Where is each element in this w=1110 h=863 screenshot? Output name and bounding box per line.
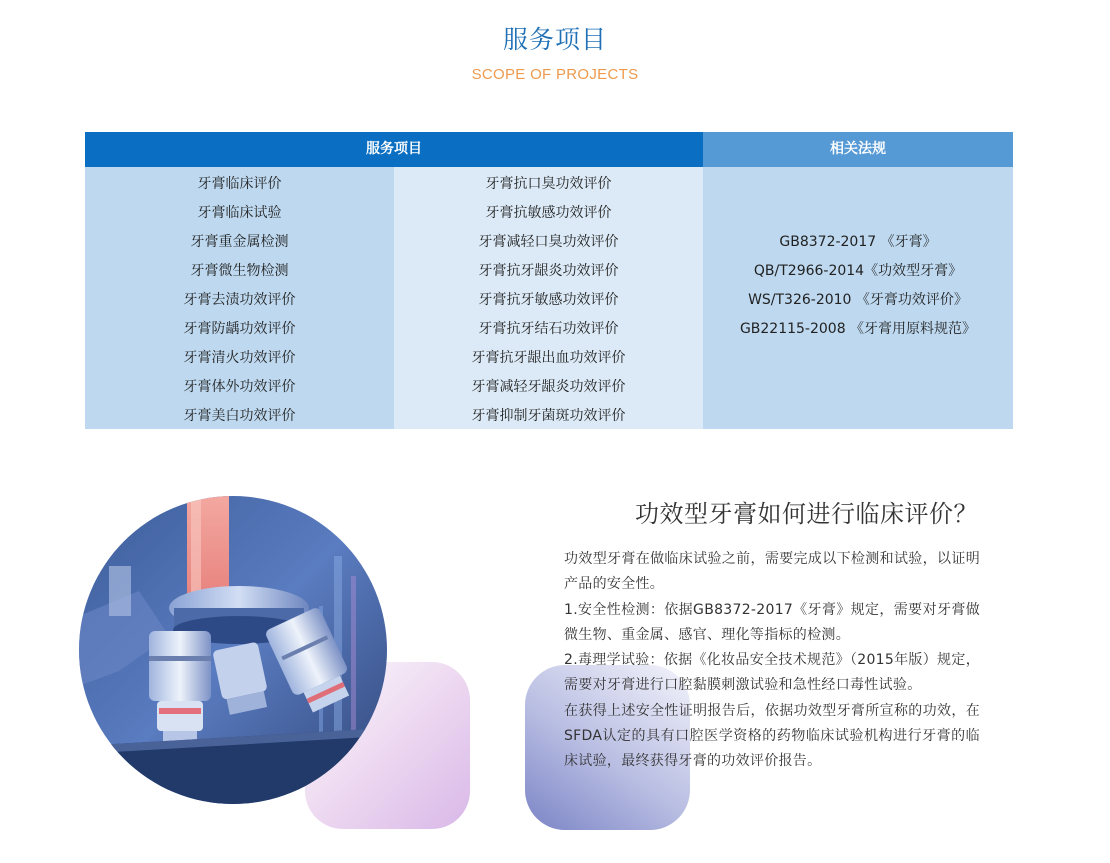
paragraph: 2.毒理学试验：依据《化妆品安全技术规范》（2015年版）规定，需要对牙膏进行口腔黏膜刺激试验和急性经口毒性试验。: [564, 652, 980, 694]
page-title: 服务项目: [502, 25, 607, 54]
service-item: 牙膏抗牙结石功效评价: [478, 321, 619, 337]
service-item: 牙膏微生物检测: [190, 263, 289, 279]
service-item: 牙膏减轻牙龈炎功效评价: [471, 379, 626, 395]
regulation-item: WS/T326-2010 《牙膏功效评价》: [748, 292, 968, 308]
service-item: 牙膏清火功效评价: [183, 350, 296, 366]
service-item: 牙膏美白功效评价: [183, 408, 296, 424]
regulation-item: GB22115-2008 《牙膏用原料规范》: [739, 321, 977, 337]
illustration: [0, 470, 560, 863]
regulations-column-header: 相关法规: [703, 132, 1013, 167]
services-table: [85, 132, 1013, 429]
section-body: [564, 547, 980, 775]
service-item: 牙膏防龋功效评价: [183, 321, 296, 337]
service-item: 牙膏抗牙敏感功效评价: [478, 292, 619, 308]
services-column-header: 服务项目: [85, 132, 703, 167]
service-item: 牙膏抗牙龈出血功效评价: [471, 350, 626, 366]
service-item: 牙膏抗牙龈炎功效评价: [478, 263, 619, 279]
page-subtitle: SCOPE OF PROJECTS: [471, 66, 639, 83]
regulations-column: [703, 167, 1013, 429]
service-item: 牙膏抑制牙菌斑功效评价: [471, 408, 626, 424]
service-item: 牙膏临床评价: [197, 176, 282, 192]
service-item: 牙膏去渍功效评价: [183, 292, 296, 308]
regulation-item: GB8372-2017 《牙膏》: [779, 234, 937, 250]
services-column-left: [85, 167, 394, 429]
section-title: 功效型牙膏如何进行临床评价？: [635, 500, 978, 528]
service-item: 牙膏抗敏感功效评价: [485, 205, 612, 221]
paragraph: 在获得上述安全性证明报告后，依据功效型牙膏所宣称的功效，在SFDA认定的具有口腔医学资格的药物临床试验机构进行牙膏的临床试验，最终获得牙膏的功效评价报告。: [564, 702, 980, 770]
paragraph: 功效型牙膏在做临床试验之前，需要完成以下检测和试验，以证明产品的安全性。: [564, 551, 980, 593]
microscope-photo-icon: [79, 496, 387, 804]
service-item: 牙膏重金属检测: [190, 234, 289, 250]
service-item: 牙膏临床试验: [197, 205, 282, 221]
service-item: 牙膏抗口臭功效评价: [485, 176, 612, 192]
regulation-item: QB/T2966-2014《功效型牙膏》: [753, 263, 963, 279]
service-item: 牙膏体外功效评价: [183, 379, 296, 395]
service-item: 牙膏减轻口臭功效评价: [478, 234, 619, 250]
services-column-right: [394, 167, 703, 429]
paragraph: 1.安全性检测：依据GB8372-2017《牙膏》规定，需要对牙膏做微生物、重金属、感官、理化等指标的检测。: [564, 601, 980, 643]
microscope-illustration: [79, 496, 387, 804]
